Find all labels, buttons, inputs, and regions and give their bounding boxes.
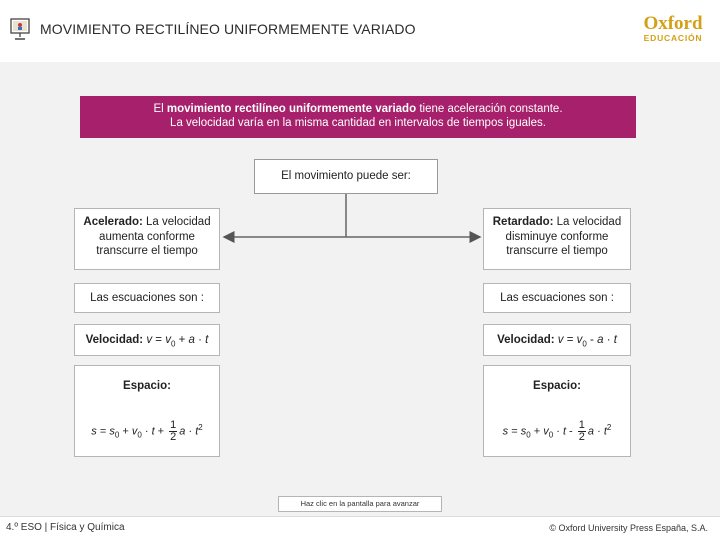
left-esp-dot2: ·	[185, 425, 196, 438]
left-velocity-label: Velocidad:	[85, 334, 144, 346]
footer	[0, 516, 720, 540]
right-vel-v: v	[557, 334, 564, 346]
right-esp-t1: t	[562, 425, 566, 438]
right-esp-num: 1	[578, 419, 585, 431]
right-vel-dot: ·	[603, 334, 614, 346]
right-esp-eq: =	[508, 425, 521, 438]
left-esp-plus1: +	[119, 425, 132, 438]
right-velocity-box	[483, 324, 631, 356]
accelerated-label: Acelerado:	[83, 216, 143, 228]
right-esp-sub0: 0	[526, 430, 531, 440]
left-esp-t1: t	[151, 425, 155, 438]
left-equations-box: Las escuaciones son :	[74, 283, 220, 313]
right-esp-den: 2	[578, 431, 585, 443]
right-esp-plus1: +	[530, 425, 544, 438]
right-vel-a: a	[597, 334, 604, 346]
decelerated-description: La velocidad disminuye conforme transcurre el tiempo	[505, 216, 622, 257]
left-esp-op: +	[154, 425, 168, 438]
banner-text-post: tiene aceleración constante.	[416, 103, 563, 115]
left-esp-t2: t	[195, 425, 199, 438]
left-esp-fraction	[169, 420, 177, 443]
decelerated-label: Retardado:	[492, 216, 554, 228]
right-esp-s: s	[502, 425, 509, 438]
oxford-logo	[642, 14, 704, 44]
left-esp-v0: v	[131, 425, 138, 438]
copyright-text: © Oxford University Press España, S.A.	[549, 523, 708, 533]
right-space-box	[483, 365, 631, 457]
right-vel-op: -	[586, 334, 598, 346]
left-esp-a: a	[179, 425, 186, 438]
right-esp-s0: s	[520, 425, 527, 438]
left-vel-op: +	[175, 334, 189, 346]
banner-line-2: La velocidad varía en la misma cantidad en intervalos de tiempos iguales.	[170, 117, 546, 129]
left-esp-dot1: ·	[141, 425, 152, 438]
left-space-formula	[75, 420, 219, 443]
left-vel-t: t	[205, 334, 209, 346]
page-title: MOVIMIENTO RECTILÍNEO UNIFORMEMENTE VARIADO	[40, 21, 416, 37]
right-equations-box: Las escuaciones son :	[483, 283, 631, 313]
banner-text-bold: movimiento rectilíneo uniformemente variado	[166, 103, 417, 115]
course-label: 4.º ESO | Física y Química	[6, 522, 125, 533]
decelerated-box	[483, 208, 631, 270]
right-esp-exp: 2	[606, 422, 612, 432]
right-vel-v0: v	[576, 334, 583, 346]
left-vel-v0: v	[165, 334, 171, 346]
right-vel-eq: =	[563, 334, 577, 346]
header	[0, 0, 720, 62]
banner-text-pre: El	[153, 103, 167, 115]
right-vel-t: t	[613, 334, 617, 346]
left-esp-num: 1	[170, 419, 177, 431]
left-esp-sub0: 0	[114, 430, 120, 440]
slide-content[interactable]	[0, 62, 720, 516]
right-esp-op: -	[566, 425, 576, 438]
right-esp-fraction	[578, 420, 586, 443]
accelerated-description: La velocidad aumenta conforme transcurre el tiempo	[96, 216, 211, 257]
logo-sub-text: EDUCACIÓN	[643, 33, 703, 43]
left-esp-s0: s	[109, 425, 115, 438]
right-esp-a: a	[587, 425, 595, 438]
right-esp-t2: t	[603, 425, 607, 438]
definition-banner	[80, 96, 636, 138]
left-esp-eq: =	[96, 425, 110, 438]
left-vel-v: v	[146, 334, 153, 346]
right-esp-v0: v	[543, 425, 549, 438]
right-space-label: Espacio:	[533, 380, 581, 392]
left-esp-exp: 2	[198, 422, 203, 432]
right-vel-sub0: 0	[582, 339, 587, 349]
right-space-formula	[484, 420, 630, 443]
left-esp-den: 2	[170, 431, 177, 443]
left-space-label: Espacio:	[123, 380, 171, 392]
right-esp-vsub0: 0	[548, 430, 554, 440]
left-velocity-box	[74, 324, 220, 356]
left-esp-s: s	[91, 425, 97, 438]
presentation-icon	[10, 18, 30, 40]
left-vel-dot: ·	[194, 334, 206, 346]
left-vel-sub0: 0	[170, 339, 176, 349]
right-esp-dot2: ·	[594, 425, 604, 438]
left-vel-a: a	[188, 334, 195, 346]
left-esp-vsub0: 0	[137, 430, 142, 440]
banner-line-1	[80, 102, 636, 116]
advance-hint[interactable]: Haz clic en la pantalla para avanzar	[278, 496, 442, 512]
logo-main-text: Oxford	[643, 13, 703, 34]
left-vel-eq: =	[152, 334, 166, 346]
left-space-box	[74, 365, 220, 457]
accelerated-box	[74, 208, 220, 270]
right-esp-dot1: ·	[553, 425, 563, 438]
movement-types-box: El movimiento puede ser:	[254, 159, 438, 194]
right-velocity-label: Velocidad:	[497, 334, 555, 346]
